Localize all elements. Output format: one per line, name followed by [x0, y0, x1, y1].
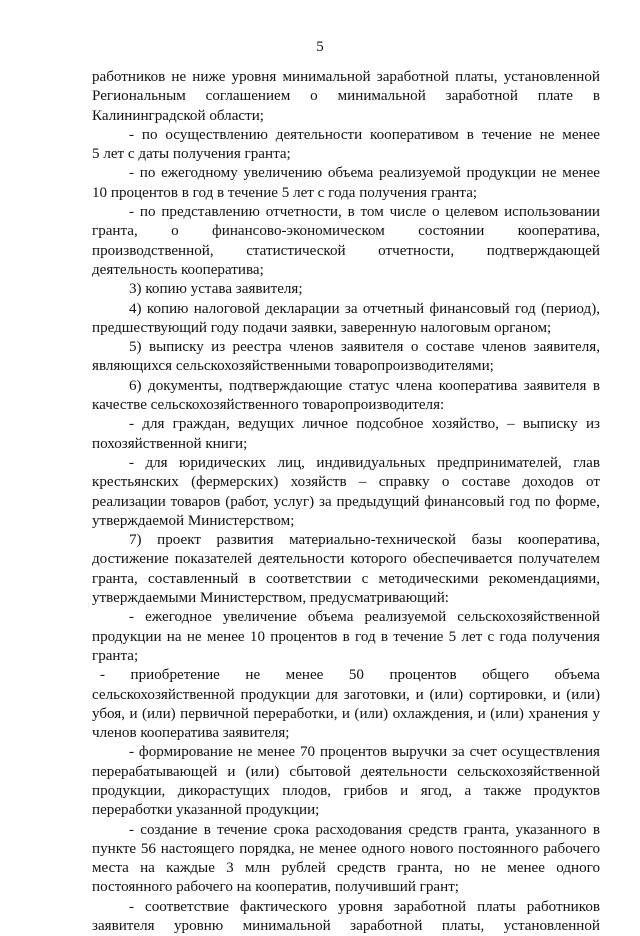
- text-line: продукции на не менее 10 процентов в год в течение 5 лет с года получения: [92, 628, 600, 645]
- text-line: - соответствие фактического уровня заработной платы работников: [129, 898, 600, 915]
- text-line: перерабатывающей и (или) сбытовой деятельности сельскохозяйственной: [92, 763, 600, 780]
- text-line: постоянного рабочего на кооператив, получивший грант;: [92, 879, 459, 896]
- text-line: членов кооператива заявителя;: [92, 725, 290, 742]
- text-line: гранта, составленный в соответствии с методическими рекомендациями,: [92, 570, 600, 587]
- text-line: - для граждан, ведущих личное подсобное хозяйство, – выписку из: [129, 416, 600, 433]
- text-line: 10 процентов в год в течение 5 лет с года получения гранта;: [92, 184, 478, 201]
- text-line: гранта;: [92, 647, 139, 664]
- text-line: Калининградской области;: [92, 107, 264, 124]
- text-line: - приобретение не менее 50 процентов общего объема: [100, 667, 600, 684]
- text-line: утверждаемой Министерством;: [92, 512, 295, 529]
- text-line: - по осуществлению деятельности кооперативом в течение не менее: [129, 126, 600, 143]
- text-line: 7) проект развития материально-технической базы кооператива,: [129, 532, 600, 549]
- text-line: пункте 56 настоящего порядка, не менее одного нового постоянного рабочего: [92, 840, 600, 857]
- text-line: убоя, и (или) первичной переработки, и (или) охлаждения, и (или) хранения у: [92, 705, 600, 722]
- text-line: переработки указанной продукции;: [92, 802, 320, 819]
- text-line: работников не ниже уровня минимальной заработной платы, установленной: [92, 69, 600, 85]
- text-line: заявителя уровню минимальной заработной платы, установленной: [92, 918, 600, 935]
- text-line: - создание в течение срока расходования средств гранта, указанного в: [129, 821, 600, 838]
- text-line: похозяйственной книги;: [92, 435, 248, 452]
- text-line: гранта, о финансово-экономическом состоянии кооператива,: [92, 223, 600, 240]
- text-line: достижение показателей деятельности которого обеспечивается получателем: [92, 551, 600, 568]
- text-line: деятельность кооператива;: [92, 261, 264, 278]
- text-line: продукции, дикорастущих плодов, грибов и ягод, а также продуктов: [92, 782, 600, 799]
- text-line: - по представлению отчетности, в том числе о целевом использовании: [129, 204, 600, 221]
- text-line: предшествующий году подачи заявки, заверенную налоговым органом;: [92, 319, 552, 336]
- text-line: реализации товаров (работ, услуг) за предыдущий финансовый год по форме,: [92, 493, 600, 510]
- text-line: - формирование не менее 70 процентов выручки за счет осуществления: [129, 744, 600, 761]
- text-line: - для юридических лиц, индивидуальных предпринимателей, глав: [129, 454, 600, 471]
- text-line: 5 лет с даты получения гранта;: [92, 146, 291, 163]
- text-line: места на каждые 3 млн рублей средств гранта, но не менее одного: [92, 860, 600, 877]
- text-line: 4) копию налоговой декларации за отчетный финансовый год (период),: [129, 300, 600, 317]
- text-line: 6) документы, подтверждающие статус члена кооператива заявителя в: [129, 377, 600, 394]
- text-line: 5) выписку из реестра членов заявителя о составе членов заявителя,: [129, 339, 600, 356]
- text-line: Региональным соглашением о минимальной заработной плате в: [92, 88, 600, 105]
- text-line: утверждаемыми Министерством, предусматривающий:: [92, 590, 449, 607]
- document-body: [92, 68, 600, 936]
- text-line: 3) копию устава заявителя;: [129, 281, 303, 298]
- text-line: - по ежегодному увеличению объема реализуемой продукции не менее: [129, 165, 600, 182]
- text-line: сельскохозяйственной продукции для заготовки, и (или) сортировки, и (или): [92, 686, 600, 703]
- page-number: 5: [316, 39, 324, 55]
- text-line: - ежегодное увеличение объема реализуемой сельскохозяйственной: [129, 609, 600, 626]
- text-line: крестьянских (фермерских) хозяйств – справку о составе доходов от: [92, 474, 600, 491]
- text-line: являющихся сельскохозяйственными товаропроизводителями;: [92, 358, 494, 375]
- text-line: качестве сельскохозяйственного товаропроизводителя:: [92, 397, 445, 414]
- text-line: производственной, статистической отчетности, подтверждающей: [92, 242, 600, 259]
